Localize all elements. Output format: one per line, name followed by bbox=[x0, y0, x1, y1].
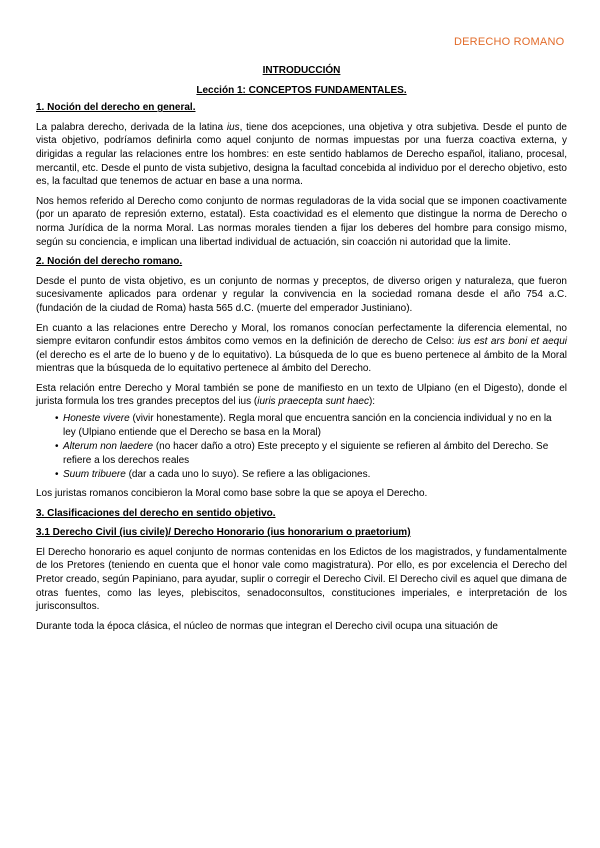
bullet-icon: • bbox=[55, 469, 59, 481]
latin-term: ius est ars boni et aequi bbox=[457, 336, 567, 348]
section-heading-2: 2. Noción del derecho romano. bbox=[36, 256, 183, 268]
paragraph: Esta relación entre Derecho y Moral también se pone de manifiesto en un texto de Ulpiano (en el Digesto), donde el jurista formula los tres grandes preceptos del ius (iuris praecepta sunt haec): bbox=[36, 382, 567, 408]
paragraph: La palabra derecho, derivada de la latina ius, tiene dos acepciones, una objetiva y otra subjetiva. Desde el punto de vista objetivo, podríamos definirla como aquel conjunto de normas impuestas por una fuerza coactiva externa, y dirigidas a regular las relaciones entre los hombres: en este sentido hablamos de Derecho español, italiano, procesal, mercantil, etc. Desde el punto de vista subjetivo, designa la facultad concebida al individuo por el derecho objetivo, esto es, la facultad que tenemos de actuar en base a una norma. bbox=[36, 121, 567, 188]
latin-term: iuris praecepta sunt haec bbox=[257, 396, 369, 408]
latin-term: ius bbox=[226, 121, 240, 133]
paragraph: En cuanto a las relaciones entre Derecho y Moral, los romanos conocían perfectamente la diferencia elemental, no siempre evitaron confundir estos ámbitos como vemos en la definición de derecho de Celso: ius est ars boni et aequi (el derecho es el arte de lo bueno y de lo equitativo). La búsqueda de lo que es bueno pertenece al ámbito de la Moral mientras que la búsqueda de lo equitativo pertenece al ámbito del Derecho. bbox=[36, 322, 567, 375]
paragraph: Nos hemos referido al Derecho como conjunto de normas reguladoras de la vida social que se imponen coactivamente (por un aparato de represión externo, estatal). Esta coactividad es el elemento que distingue la norma de Derecho o norma Jurídica de la norma Moral. Las normas morales tienden a fijar los deberes del hombre para consigo mismo, según su conciencia, e implican una libertad individual de actuación, sin coacción ni autoridad que la limite. bbox=[36, 195, 567, 248]
lesson-title: Lección 1: CONCEPTOS FUNDAMENTALES. bbox=[196, 84, 407, 96]
list-item: • Suum tribuere (dar a cada uno lo suyo). Se refiere a las obligaciones. bbox=[55, 469, 371, 481]
document-body bbox=[36, 64, 567, 639]
bullet-icon: • bbox=[55, 413, 59, 425]
running-header: DERECHO ROMANO bbox=[454, 36, 565, 48]
document-title: INTRODUCCIÓN bbox=[262, 65, 341, 76]
list-item: • Honeste vivere (vivir honestamente). Regla moral que encuentra sanción en la conciencia individual y no en la ley (Ulpiano entiende que el Derecho se basa en la Moral) bbox=[55, 413, 552, 438]
precepts-list bbox=[36, 412, 567, 482]
bullet-icon: • bbox=[55, 441, 59, 453]
paragraph: Los juristas romanos concibieron la Moral como base sobre la que se apoya el Derecho. bbox=[36, 488, 428, 500]
section-heading-1: 1. Noción del derecho en general. bbox=[36, 102, 196, 114]
subsection-heading-3-1: 3.1 Derecho Civil (ius civile)/ Derecho Honorario (ius honorarium o praetorium) bbox=[36, 527, 411, 539]
paragraph: Desde el punto de vista objetivo, es un conjunto de normas y preceptos, de diverso origen y naturaleza, que fueron sucesivamente aplicados para ordenar y regular la convivencia en la sociedad romana desde el año 754 a.C. (fundación de la ciudad de Roma) hasta 565 d.C. (muerte del emperador Justiniano). bbox=[36, 275, 567, 314]
section-heading-3: 3. Clasificaciones del derecho en sentido objetivo. bbox=[36, 507, 276, 519]
list-item: • Alterum non laedere (no hacer daño a otro) Este precepto y el siguiente se refieren al ámbito del Derecho. Se refiere a los derechos reales bbox=[55, 441, 549, 466]
paragraph: Durante toda la época clásica, el núcleo de normas que integran el Derecho civil ocupa una situación de bbox=[36, 620, 498, 632]
paragraph: El Derecho honorario es aquel conjunto de normas contenidas en los Edictos de los magistrados, y fundamentalmente de los Pretores (teniendo en cuenta que el honor vale como magistratura). Por ello, es por excelencia el Derecho del Pretor creado, según Papiniano, para ayudar, suplir o corregir el Derecho Civil. El Derecho civil es aquel que dimana de otras fuentes, como las leyes, plebiscitos, senadoconsultos, constituciones imperiales, e interpretación de los jurisconsultos. bbox=[36, 546, 567, 613]
